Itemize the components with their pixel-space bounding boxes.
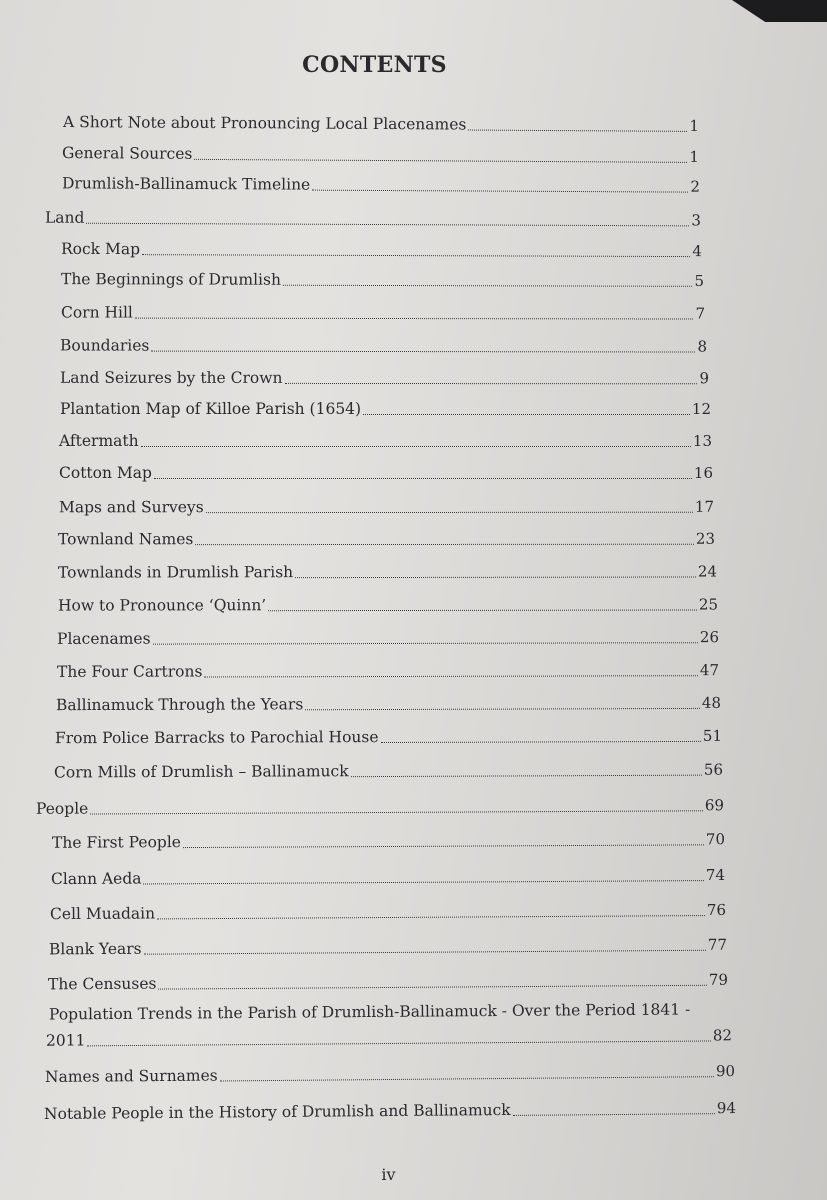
toc-entry-page: 4 xyxy=(692,242,703,261)
dot-leader xyxy=(194,159,687,163)
toc-entry xyxy=(52,829,725,853)
toc-entry-page: 47 xyxy=(699,661,720,680)
toc-entry-label: Land Seizures by the Crown xyxy=(59,368,283,387)
toc-entry-label: The Four Cartrons xyxy=(56,662,203,681)
toc-entry xyxy=(48,970,728,995)
toc-entry-page: 1 xyxy=(689,147,700,166)
toc-entry-label: General Sources xyxy=(61,144,193,163)
toc-entry-label: Names and Surnames xyxy=(44,1066,218,1087)
toc-entry xyxy=(58,529,715,550)
toc-entry-label: A Short Note about Pronouncing Local Placenames xyxy=(62,113,467,134)
page-number: iv xyxy=(381,1165,396,1184)
toc-entry-page: 77 xyxy=(707,935,728,954)
dot-leader xyxy=(468,130,687,132)
toc-entry xyxy=(36,795,724,819)
toc-entry xyxy=(57,660,719,682)
toc-entry-page: 70 xyxy=(705,830,726,849)
dot-leader xyxy=(220,1076,714,1081)
toc-entry xyxy=(59,431,712,451)
dot-leader xyxy=(183,844,704,848)
toc-entry-page: 94 xyxy=(716,1098,737,1118)
dot-leader xyxy=(295,576,696,578)
dot-leader xyxy=(283,285,693,287)
toc-entry-page: 7 xyxy=(695,304,706,323)
toc-entry xyxy=(62,173,700,196)
toc-entry xyxy=(49,935,727,960)
toc-entry-page: 2 xyxy=(690,177,701,196)
toc-entry-page: 3 xyxy=(691,211,702,230)
toc-entry-page: 17 xyxy=(694,497,715,516)
toc-entry-page: 51 xyxy=(702,726,723,745)
toc-entry-page: 13 xyxy=(692,432,712,450)
dot-leader xyxy=(142,254,690,257)
toc-entry xyxy=(45,208,701,231)
toc-entry-label: The First People xyxy=(51,833,182,852)
toc-entry xyxy=(59,463,713,483)
toc-entry-page: 23 xyxy=(695,529,716,548)
page-title: CONTENTS xyxy=(302,52,447,78)
dot-leader xyxy=(305,708,700,710)
dot-leader xyxy=(144,880,704,884)
dot-leader xyxy=(157,915,705,919)
toc-entry-page: 90 xyxy=(715,1061,736,1081)
toc-entry-label: Maps and Surveys xyxy=(58,498,204,517)
toc-entry-label: Corn Hill xyxy=(60,303,133,322)
dot-leader xyxy=(141,446,691,447)
toc-entry-page: 25 xyxy=(698,595,719,614)
toc-entry-page: 48 xyxy=(701,693,722,712)
toc-entry-label: The Censuses xyxy=(47,974,157,994)
toc-entry xyxy=(62,143,699,167)
toc-entry xyxy=(46,1025,732,1050)
toc-entry-page: 82 xyxy=(712,1026,733,1045)
toc-entry-label: Corn Mills of Drumlish – Ballinamuck xyxy=(53,762,349,782)
toc-entry xyxy=(61,269,704,291)
toc-entry-label: Blank Years xyxy=(48,939,142,959)
toc-entry xyxy=(54,760,723,783)
toc-entry xyxy=(58,594,718,615)
dot-leader xyxy=(90,810,703,814)
dot-leader xyxy=(284,383,697,384)
dot-leader xyxy=(351,775,702,778)
toc-entry xyxy=(55,726,722,748)
dot-leader xyxy=(153,642,698,644)
toc-entry-label: Cell Muadain xyxy=(49,904,156,924)
dot-leader xyxy=(363,414,690,415)
toc-entry xyxy=(51,865,725,889)
toc-entry-page: 79 xyxy=(708,970,729,989)
toc-entry xyxy=(44,1098,736,1124)
toc-entry xyxy=(59,497,714,518)
dot-leader xyxy=(204,675,698,677)
toc-entry-label: Placenames xyxy=(56,629,151,648)
toc-entry-label: Townlands in Drumlish Parish xyxy=(57,563,294,582)
dot-leader xyxy=(312,190,688,193)
toc-entry-label: From Police Barracks to Parochial House xyxy=(54,728,379,748)
toc-entry-label: Clann Aeda xyxy=(50,869,142,889)
toc-entry xyxy=(63,112,699,136)
toc-entry-label: Ballinamuck Through the Years xyxy=(55,695,304,715)
toc-entry-label: Aftermath xyxy=(59,432,139,450)
dot-leader xyxy=(154,478,692,479)
toc-entry-page: 76 xyxy=(706,900,727,920)
dot-leader xyxy=(135,318,694,320)
toc-entry-label: Land xyxy=(44,208,85,227)
toc-entry xyxy=(50,900,726,924)
dot-leader xyxy=(195,544,694,545)
toc-entry xyxy=(61,302,705,323)
toc-entry-label: Townland Names xyxy=(57,530,194,549)
toc-entry-page: 26 xyxy=(699,628,720,647)
dot-leader xyxy=(206,512,693,513)
dot-leader xyxy=(159,985,707,990)
toc-entry-page: 69 xyxy=(704,796,725,815)
toc-entry-label: How to Pronounce ‘Quinn’ xyxy=(57,596,267,615)
dot-leader xyxy=(381,741,701,743)
toc-entry-label: The Beginnings of Drumlish xyxy=(60,270,281,289)
toc-entry-page: 56 xyxy=(703,760,724,779)
dot-leader xyxy=(513,1113,715,1116)
toc-entry xyxy=(56,693,721,715)
toc-entry-label: Cotton Map xyxy=(59,464,152,482)
toc-entry-label: Plantation Map of Killoe Parish (1654) xyxy=(60,400,362,418)
toc-entry-page: 8 xyxy=(697,337,708,356)
toc-entry xyxy=(60,335,707,356)
toc-entry-page: 74 xyxy=(705,865,726,885)
dot-leader xyxy=(151,351,695,353)
toc-entry-page: 5 xyxy=(694,271,705,290)
toc-entry xyxy=(57,627,719,649)
dot-leader xyxy=(268,609,697,611)
dot-leader xyxy=(88,1040,711,1046)
toc-entry xyxy=(60,368,709,389)
toc-entry xyxy=(60,399,711,419)
toc-entry-page: 12 xyxy=(691,400,711,418)
toc-entry-label: Drumlish-Ballinamuck Timeline xyxy=(61,174,311,194)
toc-entry-label: Boundaries xyxy=(59,336,150,355)
dot-leader xyxy=(144,950,706,955)
toc-entry-label: Notable People in the History of Drumlish and Ballinamuck xyxy=(43,1100,511,1124)
toc-entry xyxy=(58,561,717,582)
toc-entry xyxy=(45,1061,735,1087)
toc-entry-label: People xyxy=(35,799,89,818)
toc-entry xyxy=(61,239,702,261)
toc-entry-label: Population Trends in the Parish of Drumlish-Ballinamuck - Over the Period 1841 - xyxy=(48,1000,691,1024)
dot-leader xyxy=(86,223,689,227)
toc-entry-page: 1 xyxy=(689,116,700,135)
toc-entry-label: Rock Map xyxy=(60,239,141,259)
toc-entry-page: 16 xyxy=(693,464,713,482)
toc-entry-page: 9 xyxy=(699,369,710,388)
toc-entry-page: 24 xyxy=(697,562,718,581)
toc-entry-label-continued: 2011 xyxy=(45,1031,86,1050)
